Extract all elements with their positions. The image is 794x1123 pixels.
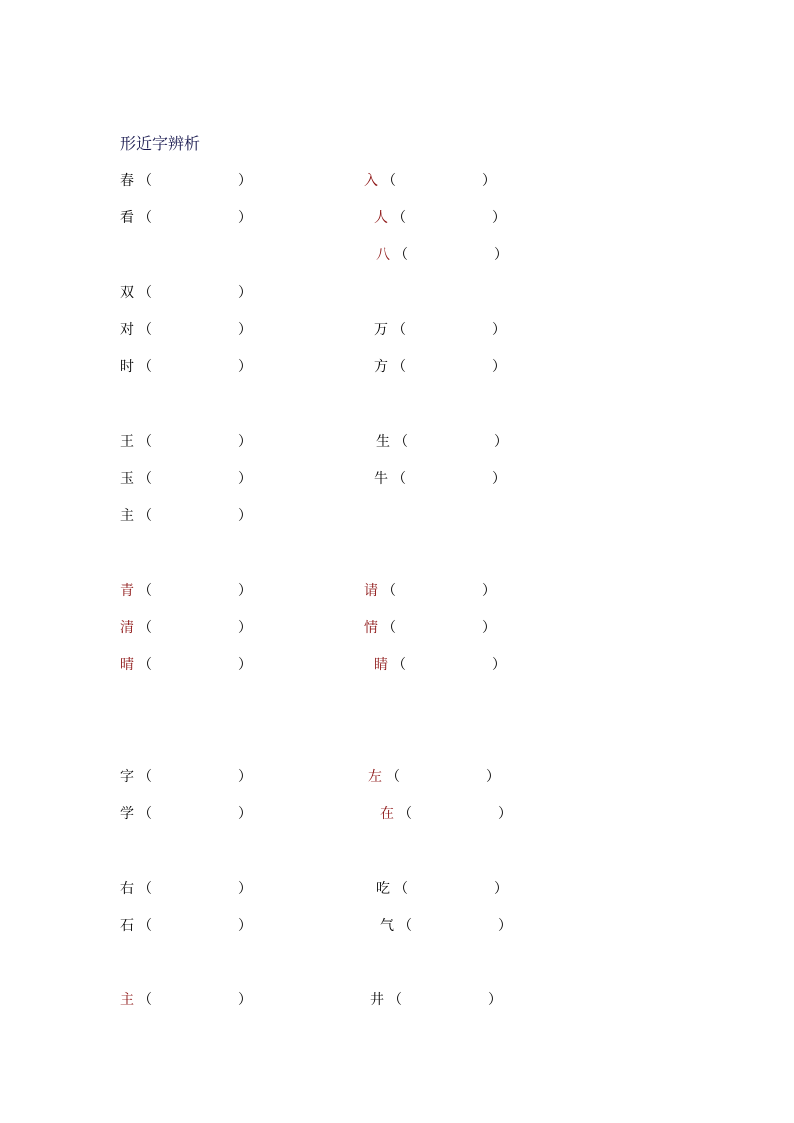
close-paren: ）: [238, 918, 252, 934]
entry-char: 石: [120, 918, 134, 934]
open-paren: （: [138, 806, 152, 822]
open-paren: （: [138, 359, 152, 375]
close-paren: ）: [482, 173, 496, 189]
entry-char: 青: [120, 583, 134, 599]
open-paren: （: [138, 471, 152, 487]
close-paren: ）: [492, 359, 506, 375]
close-paren: ）: [488, 992, 502, 1008]
close-paren: ）: [498, 806, 512, 822]
entry-char: 玉: [120, 471, 134, 487]
close-paren: ）: [482, 583, 496, 599]
entry-char: 清: [120, 620, 134, 636]
open-paren: （: [138, 285, 152, 301]
open-paren: （: [398, 806, 412, 822]
open-paren: （: [138, 918, 152, 934]
open-paren: （: [394, 434, 408, 450]
entry-char: 在: [380, 806, 394, 822]
close-paren: ）: [238, 806, 252, 822]
close-paren: ）: [238, 992, 252, 1008]
close-paren: ）: [492, 471, 506, 487]
close-paren: ）: [482, 620, 496, 636]
open-paren: （: [398, 918, 412, 934]
entry-char: 方: [374, 359, 388, 375]
open-paren: （: [392, 657, 406, 673]
entry-char: 春: [120, 173, 134, 189]
close-paren: ）: [492, 322, 506, 338]
close-paren: ）: [238, 285, 252, 301]
close-paren: ）: [238, 173, 252, 189]
entry-char: 对: [120, 322, 134, 338]
open-paren: （: [138, 210, 152, 226]
entry-char: 生: [376, 434, 390, 450]
close-paren: ）: [238, 210, 252, 226]
close-paren: ）: [498, 918, 512, 934]
entry-char: 看: [120, 210, 134, 226]
worksheet-title: 形近字辨析: [120, 134, 201, 153]
open-paren: （: [382, 583, 396, 599]
open-paren: （: [138, 322, 152, 338]
open-paren: （: [392, 359, 406, 375]
close-paren: ）: [238, 359, 252, 375]
open-paren: （: [138, 881, 152, 897]
open-paren: （: [138, 508, 152, 524]
open-paren: （: [138, 583, 152, 599]
open-paren: （: [138, 620, 152, 636]
open-paren: （: [392, 210, 406, 226]
entry-char: 八: [376, 247, 390, 263]
open-paren: （: [138, 173, 152, 189]
open-paren: （: [382, 173, 396, 189]
entry-char: 睛: [374, 657, 388, 673]
entry-char: 学: [120, 806, 134, 822]
entry-char: 主: [120, 992, 134, 1008]
close-paren: ）: [238, 508, 252, 524]
entry-char: 时: [120, 359, 134, 375]
entry-char: 晴: [120, 657, 134, 673]
entry-char: 左: [368, 769, 382, 785]
close-paren: ）: [238, 322, 252, 338]
close-paren: ）: [238, 657, 252, 673]
entry-char: 王: [120, 434, 134, 450]
close-paren: ）: [238, 583, 252, 599]
open-paren: （: [394, 881, 408, 897]
close-paren: ）: [494, 434, 508, 450]
open-paren: （: [392, 471, 406, 487]
close-paren: ）: [492, 657, 506, 673]
entry-char: 人: [374, 210, 388, 226]
entry-char: 气: [380, 918, 394, 934]
entry-char: 入: [364, 173, 378, 189]
entry-char: 井: [370, 992, 384, 1008]
close-paren: ）: [494, 881, 508, 897]
entry-char: 吃: [376, 881, 390, 897]
entry-char: 情: [364, 620, 378, 636]
open-paren: （: [138, 657, 152, 673]
close-paren: ）: [486, 769, 500, 785]
entry-char: 请: [364, 583, 378, 599]
close-paren: ）: [238, 620, 252, 636]
close-paren: ）: [238, 769, 252, 785]
open-paren: （: [392, 322, 406, 338]
open-paren: （: [138, 434, 152, 450]
close-paren: ）: [494, 247, 508, 263]
close-paren: ）: [238, 881, 252, 897]
open-paren: （: [394, 247, 408, 263]
entry-char: 右: [120, 881, 134, 897]
entry-char: 双: [120, 285, 134, 301]
open-paren: （: [138, 769, 152, 785]
entry-char: 万: [374, 322, 388, 338]
close-paren: ）: [492, 210, 506, 226]
open-paren: （: [386, 769, 400, 785]
close-paren: ）: [238, 471, 252, 487]
open-paren: （: [388, 992, 402, 1008]
open-paren: （: [138, 992, 152, 1008]
close-paren: ）: [238, 434, 252, 450]
entry-char: 主: [120, 508, 134, 524]
open-paren: （: [382, 620, 396, 636]
entry-char: 字: [120, 769, 134, 785]
entry-char: 牛: [374, 471, 388, 487]
